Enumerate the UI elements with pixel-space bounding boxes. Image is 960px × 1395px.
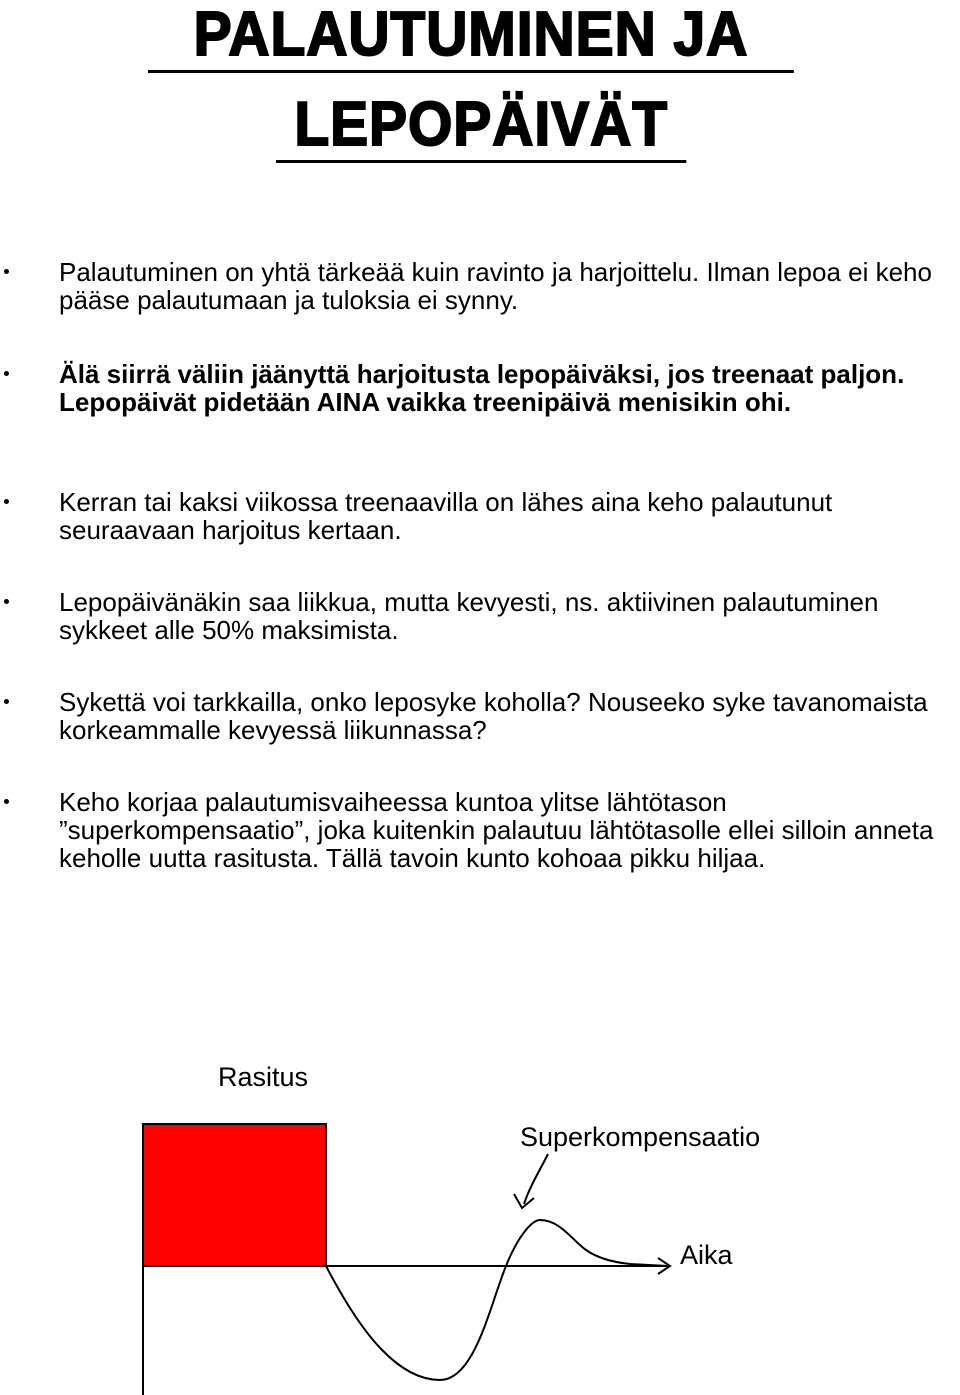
bullet-dot-icon [4, 371, 9, 376]
diagram-svg [140, 1050, 840, 1395]
list-item [0, 588, 960, 644]
list-item [0, 258, 960, 314]
list-item [0, 788, 960, 872]
supercompensation-diagram [140, 1050, 840, 1395]
bullet-dot-icon [4, 269, 9, 274]
label-supercompensation: Superkompensaatio [520, 1122, 761, 1152]
list-item [0, 488, 960, 544]
supercompensation-arrow [524, 1154, 548, 1204]
bullet-dot-icon [4, 699, 9, 704]
bullet-text: Lepopäivänäkin saa liikkua, mutta kevyesti, ns. aktiivinen palautuminen sykkeet alle 50% maksimista. [59, 587, 879, 645]
list-item [0, 688, 960, 744]
bullet-dot-icon [4, 599, 9, 604]
title-line-2: LEPOPÄIVÄT [276, 94, 686, 163]
bullet-dot-icon [4, 499, 9, 504]
bullet-dot-icon [4, 799, 9, 804]
title-line-1: PALAUTUMINEN JA [148, 4, 794, 73]
bullet-text: Keho korjaa palautumisvaiheessa kuntoa ylitse lähtötason ”superkompensaatio”, joka kuitenkin palautuu lähtötasolle ellei silloin anneta keholle uutta rasitusta. Tällä tavoin kunto kohoaa pikku hiljaa. [59, 787, 934, 873]
bullet-text: Sykettä voi tarkkailla, onko leposyke koholla? Nouseeko syke tavanomaista korkeammalle kevyessä liikunnassa? [59, 687, 928, 745]
bullet-text: Älä siirrä väliin jäänyttä harjoitusta lepopäiväksi, jos treenaat paljon. Lepopäivät pidetään AINA vaikka treenipäivä menisikin ohi. [59, 359, 905, 417]
recovery-curve [326, 1220, 668, 1380]
load-bar [143, 1124, 326, 1266]
list-item [0, 360, 960, 416]
label-time: Aika [680, 1240, 733, 1270]
bullet-text: Palautuminen on yhtä tärkeää kuin ravinto ja harjoittelu. Ilman lepoa ei keho pääse palautumaan ja tuloksia ei synny. [59, 257, 932, 315]
label-load: Rasitus [218, 1062, 309, 1092]
bullet-text: Kerran tai kaksi viikossa treenaavilla on lähes aina keho palautunut seuraavaan harjoitus kertaan. [59, 487, 833, 545]
